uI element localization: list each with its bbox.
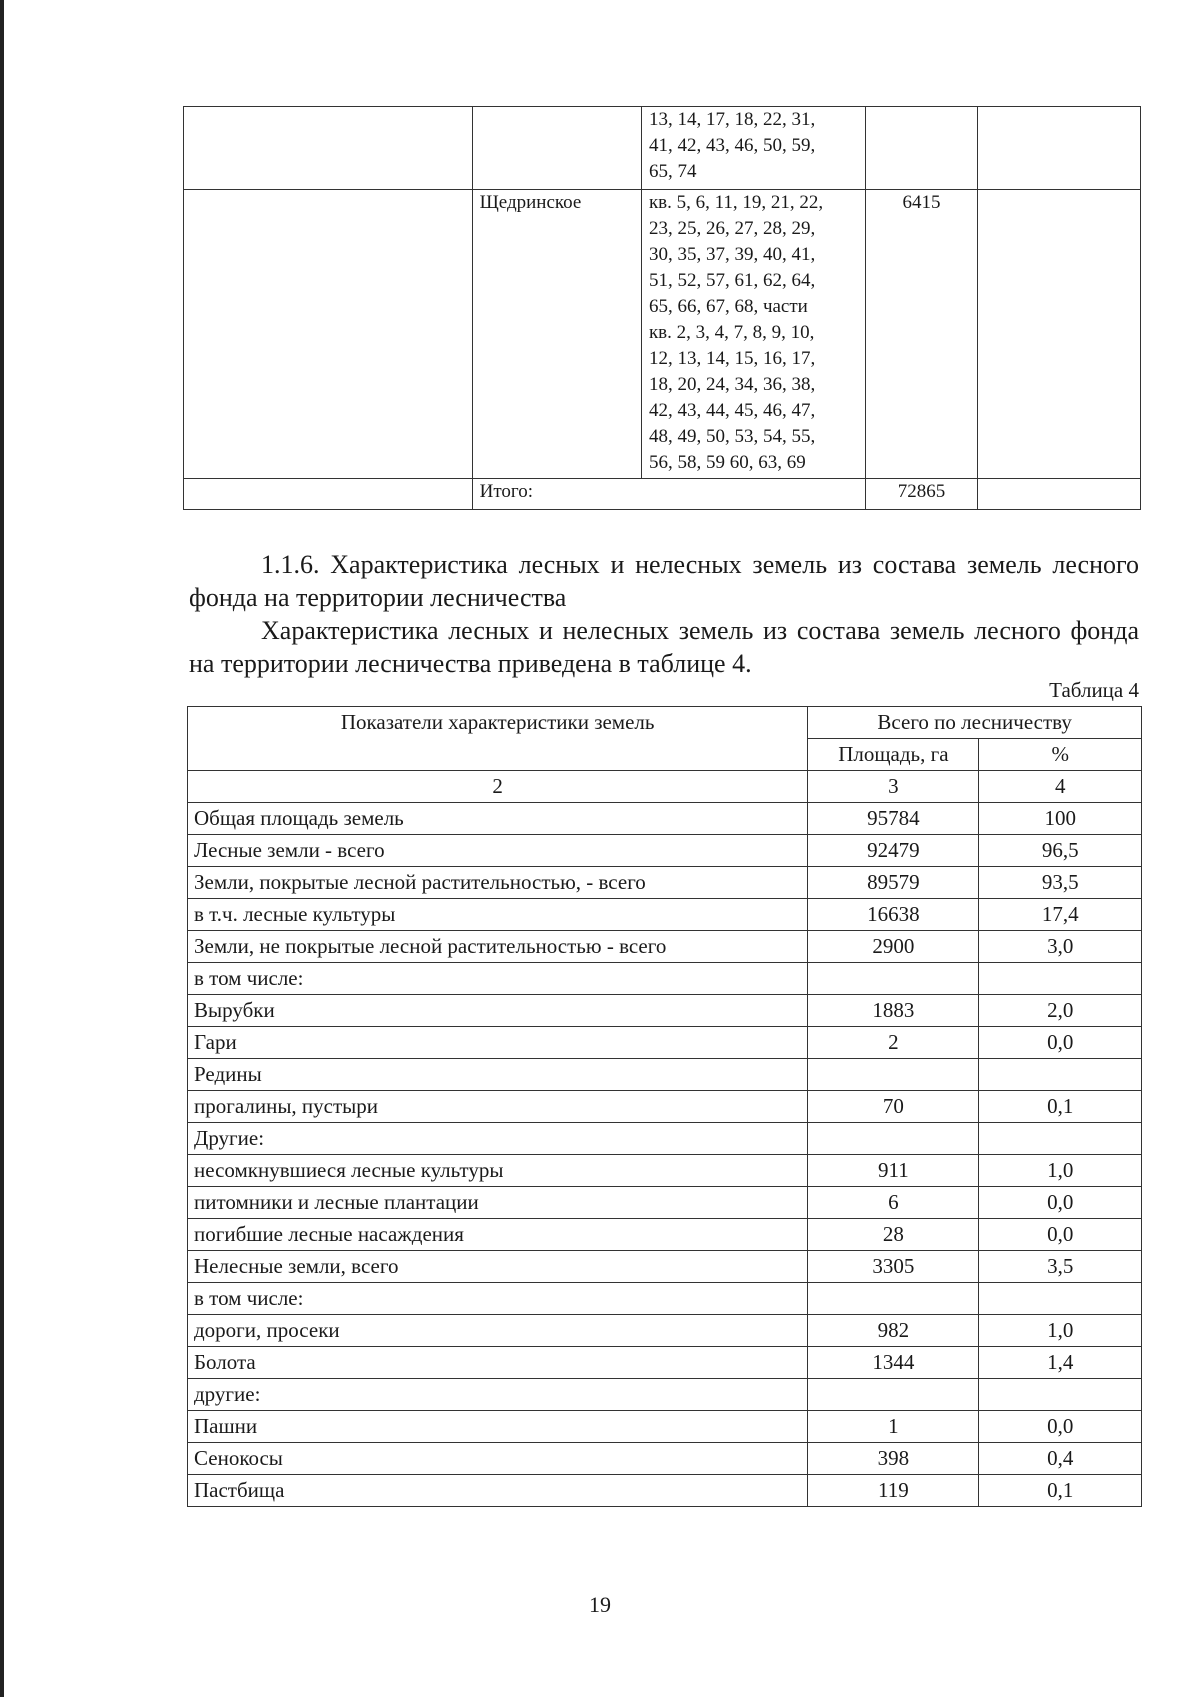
total-value: 72865 <box>866 479 977 510</box>
row-label: Гари <box>188 1027 808 1059</box>
row-area: 2900 <box>808 931 979 963</box>
row-label: Редины <box>188 1059 808 1091</box>
section-intro-paragraph: Характеристика лесных и нелесных земель из состава земель лесного фонда на территории лесничества приведена в таблице 4. <box>189 616 1139 678</box>
row-label: Вырубки <box>188 995 808 1027</box>
row-percent: 1,0 <box>979 1315 1142 1347</box>
table-row <box>188 1443 1142 1475</box>
table-row <box>188 867 1142 899</box>
row-label: другие: <box>188 1379 808 1411</box>
row-label: Нелесные земли, всего <box>188 1251 808 1283</box>
row-label: Пастбища <box>188 1475 808 1507</box>
table-row <box>188 899 1142 931</box>
row-area: 982 <box>808 1315 979 1347</box>
row-area <box>808 1283 979 1315</box>
row-label: Земли, не покрытые лесной растительностью - всего <box>188 931 808 963</box>
row-percent: 0,0 <box>979 1411 1142 1443</box>
row-label: питомники и лесные плантации <box>188 1187 808 1219</box>
row-label: Пашни <box>188 1411 808 1443</box>
row-area: 119 <box>808 1475 979 1507</box>
cell-note <box>977 479 1140 510</box>
header-percent: % <box>979 739 1142 771</box>
page-number: 19 <box>589 1592 611 1617</box>
row-label: погибшие лесные насаждения <box>188 1219 808 1251</box>
row-percent: 2,0 <box>979 995 1142 1027</box>
row-percent: 0,0 <box>979 1219 1142 1251</box>
total-label: Итого: <box>472 479 866 510</box>
row-percent: 1,0 <box>979 1155 1142 1187</box>
row-label: в том числе: <box>188 1283 808 1315</box>
row-label: Общая площадь земель <box>188 803 808 835</box>
row-area: 92479 <box>808 835 979 867</box>
table-row <box>188 1283 1142 1315</box>
table-row <box>188 1315 1142 1347</box>
table-row <box>188 835 1142 867</box>
column-number: 3 <box>808 771 979 803</box>
row-label: Лесные земли - всего <box>188 835 808 867</box>
row-area: 95784 <box>808 803 979 835</box>
row-percent: 93,5 <box>979 867 1142 899</box>
row-percent: 96,5 <box>979 835 1142 867</box>
cell-area: 6415 <box>866 190 977 479</box>
table-row <box>188 931 1142 963</box>
table-row <box>188 803 1142 835</box>
table-row <box>188 1251 1142 1283</box>
row-percent: 17,4 <box>979 899 1142 931</box>
row-area: 6 <box>808 1187 979 1219</box>
table-row <box>188 1187 1142 1219</box>
cell-note <box>977 107 1140 190</box>
table-row <box>188 1379 1142 1411</box>
table-row <box>188 1411 1142 1443</box>
row-percent: 0,0 <box>979 1027 1142 1059</box>
land-characteristics-table <box>187 706 1142 1507</box>
table-row <box>184 190 1141 479</box>
forestry-quarters-table <box>183 106 1141 510</box>
table-row <box>188 1155 1142 1187</box>
header-area: Площадь, га <box>808 739 979 771</box>
header-group: Всего по лесничеству <box>808 707 1142 739</box>
row-percent <box>979 1283 1142 1315</box>
table-row <box>188 1059 1142 1091</box>
table-header-row <box>188 707 1142 739</box>
table-row <box>188 995 1142 1027</box>
row-label: Сенокосы <box>188 1443 808 1475</box>
row-label: в т.ч. лесные культуры <box>188 899 808 931</box>
scan-edge <box>0 0 4 1697</box>
row-area: 1 <box>808 1411 979 1443</box>
column-number-row <box>188 771 1142 803</box>
row-label: несомкнувшиеся лесные культуры <box>188 1155 808 1187</box>
section-heading: 1.1.6. Характеристика лесных и нелесных земель из состава земель лесного фонда на территории лесничества <box>189 550 1139 612</box>
row-area: 3305 <box>808 1251 979 1283</box>
table-caption: Таблица 4 <box>1049 678 1139 702</box>
table-row <box>188 1123 1142 1155</box>
row-area <box>808 1059 979 1091</box>
row-area: 2 <box>808 1027 979 1059</box>
row-label: в том числе: <box>188 963 808 995</box>
row-percent: 0,0 <box>979 1187 1142 1219</box>
row-area: 28 <box>808 1219 979 1251</box>
cell-col1 <box>184 479 473 510</box>
cell-col1 <box>184 107 473 190</box>
cell-quarters: кв. 5, 6, 11, 19, 21, 22, 23, 25, 26, 27, 28, 29, 30, 35, 37, 39, 40, 41, 51, 52, 57, 61, 62, 64, 65, 66, 67, 68, части кв. 2, 3, 4, 7, 8, 9, 10, 12, 13, 14, 15, 16, 17, 18, 20, 24, 34, 36, 38, 42, 43, 44, 45, 46, 47, 48, 49, 50, 53, 54, 55, 56, 58, 59 60, 63, 69 <box>641 190 865 479</box>
column-number: 2 <box>188 771 808 803</box>
table-row <box>188 1475 1142 1507</box>
column-number: 4 <box>979 771 1142 803</box>
table-row <box>188 1219 1142 1251</box>
row-percent: 1,4 <box>979 1347 1142 1379</box>
row-percent <box>979 963 1142 995</box>
header-indicator: Показатели характеристики земель <box>188 707 808 771</box>
row-percent <box>979 1123 1142 1155</box>
row-percent: 3,0 <box>979 931 1142 963</box>
table-total-row <box>184 479 1141 510</box>
row-area: 70 <box>808 1091 979 1123</box>
row-label: Болота <box>188 1347 808 1379</box>
row-percent <box>979 1379 1142 1411</box>
table-row <box>188 1027 1142 1059</box>
row-percent: 3,5 <box>979 1251 1142 1283</box>
row-area: 911 <box>808 1155 979 1187</box>
row-area <box>808 1379 979 1411</box>
row-percent: 0,1 <box>979 1091 1142 1123</box>
cell-forestry <box>472 107 641 190</box>
row-percent: 100 <box>979 803 1142 835</box>
cell-quarters: 13, 14, 17, 18, 22, 31, 41, 42, 43, 46, 50, 59, 65, 74 <box>641 107 865 190</box>
table-row <box>188 1347 1142 1379</box>
cell-col1 <box>184 190 473 479</box>
row-label: Другие: <box>188 1123 808 1155</box>
row-percent <box>979 1059 1142 1091</box>
row-area <box>808 1123 979 1155</box>
row-label: дороги, просеки <box>188 1315 808 1347</box>
row-area: 398 <box>808 1443 979 1475</box>
row-area: 89579 <box>808 867 979 899</box>
cell-area <box>866 107 977 190</box>
row-area <box>808 963 979 995</box>
row-percent: 0,1 <box>979 1475 1142 1507</box>
row-label: Земли, покрытые лесной растительностью, - всего <box>188 867 808 899</box>
row-label: прогалины, пустыри <box>188 1091 808 1123</box>
cell-note <box>977 190 1140 479</box>
cell-forestry: Щедринское <box>472 190 641 479</box>
row-area: 16638 <box>808 899 979 931</box>
table-row <box>188 963 1142 995</box>
row-percent: 0,4 <box>979 1443 1142 1475</box>
row-area: 1883 <box>808 995 979 1027</box>
table-row <box>184 107 1141 190</box>
row-area: 1344 <box>808 1347 979 1379</box>
table-row <box>188 1091 1142 1123</box>
